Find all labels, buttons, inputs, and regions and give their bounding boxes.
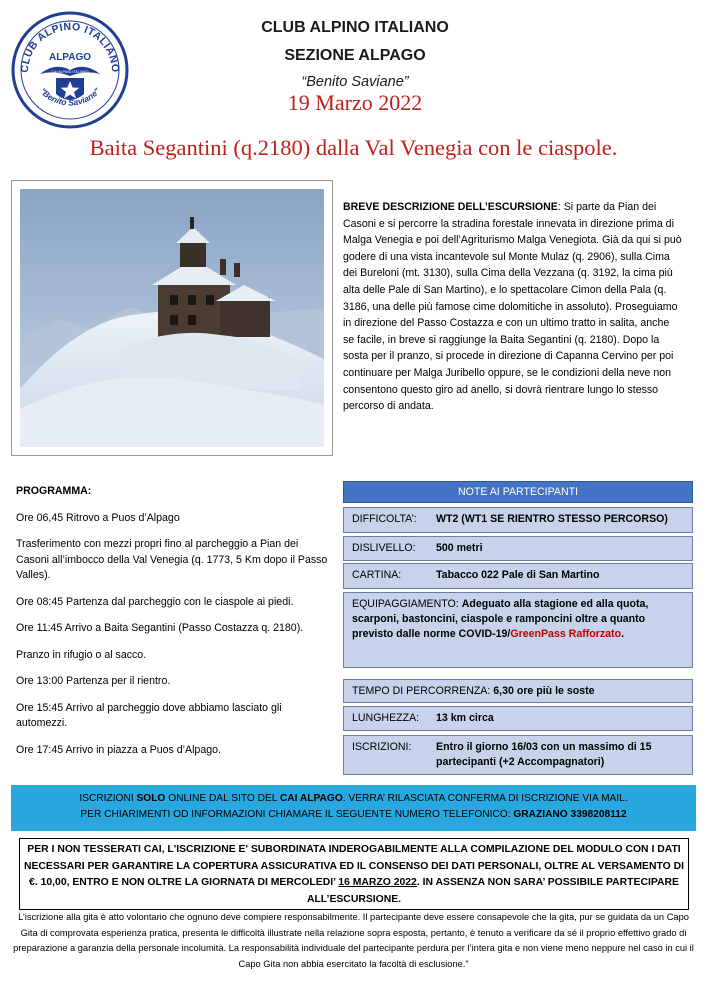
description [343, 199, 683, 415]
section-nickname: “Benito Saviane” [301, 74, 409, 90]
logo-inner-text: ALPAGO [48, 52, 92, 63]
notes-header: NOTE AI PARTECIPANTI [343, 481, 693, 503]
programma-title: PROGRAMMA: [16, 485, 92, 497]
registration-banner [11, 785, 696, 831]
note-value: 13 km circa [436, 712, 494, 724]
club-name: CLUB ALPINO ITALIANO [261, 19, 449, 36]
note-label: DIFFICOLTA’: [352, 513, 417, 525]
programma-item: Ore 17:45 Arrivo in piazza a Puos d’Alpago. [16, 743, 221, 756]
note-lunghezza [343, 706, 693, 731]
note-label: CARTINA: [352, 569, 402, 581]
phone-number: GRAZIANO 3398208112 [513, 809, 627, 820]
banner-bold: CAI ALPAGO [279, 793, 343, 804]
event-title: Baita Segantini (q.2180) dalla Val Venegia con le ciaspole. [89, 135, 618, 160]
greenpass-text: GreenPass Rafforzato [510, 628, 622, 640]
banner-text: PER CHIARIMENTI OD INFORMAZIONI CHIAMARE IL SEGUENTE NUMERO TELEFONICO: [80, 809, 514, 820]
programma-item: Ore 06,45 Ritrovo a Puos d’Alpago [16, 511, 180, 524]
note-label: LUNGHEZZA: [352, 712, 420, 724]
programma-item: Pranzo in rifugio o al sacco. [16, 648, 147, 661]
snowy-mountain-hut-photo-icon [20, 189, 324, 447]
banner-text: ONLINE DAL SITO DEL [165, 793, 280, 804]
programma [16, 484, 334, 769]
event-date: 19 Marzo 2022 [287, 90, 423, 115]
programma-item: Ore 15:45 Arrivo al parcheggio dove abbiamo lasciato gli automezzi. [16, 701, 282, 729]
cai-star-eagle-emblem-icon [10, 10, 130, 130]
section-name: SEZIONE ALPAGO [284, 47, 426, 64]
logo-top-text: CLUB ALPINO ITALIANO [18, 20, 122, 74]
note-value: WT2 (WT1 SE RIENTRO STESSO PERCORSO) [436, 513, 668, 525]
programma-item: Ore 11:45 Arrivo a Baita Segantini (Passo Costazza q. 2180). [16, 622, 304, 634]
programma-item: Trasferimento con mezzi propri fino al parcheggio a Pian dei Casoni all’imbocco della Val Venegia (q. 1773, 5 Km dopo il Passo Valles). [16, 538, 328, 581]
note-label: DISLIVELLO: [352, 542, 416, 554]
note-cartina [343, 563, 693, 589]
notice-deadline: 16 MARZO 2022 [338, 877, 417, 888]
note-value: 6,30 ore più le soste [493, 685, 595, 697]
note-tempo [343, 679, 693, 703]
description-lead: BREVE DESCRIZIONE DELL’ESCURSIONE [343, 201, 558, 213]
note-dislivello [343, 536, 693, 561]
programma-item: Ore 13:00 Partenza per il rientro. [16, 675, 171, 687]
notice-text: . IN ASSENZA NON SARA’ POSSIBILE PARTECIPARE ALL’ESCURSIONE. [306, 877, 679, 905]
notice-text: PER I NON TESSERATI CAI, L'ISCRIZIONE E' SUBORDINATA INDEROGABILMENTE ALLA COMPILAZIONE DEL MODULO CON I DATI NECESSARI PER GARANTIRE LA COPERTURA ASSICURATIVA ED IL CONSENSO DEI DATI PERSONALI, OLTRE AL VERSAMENTO DI €. 10,00, ENTRO E NON OLTRE LA GIORNATA DI MERCOLEDI’ [23, 844, 685, 888]
logo-mini-text: CAI ALPINO ITALIANO [51, 70, 89, 74]
note-value: Tabacco 022 Pale di San Martino [436, 569, 600, 581]
note-label: ISCRIZIONI: [352, 741, 412, 753]
note-equipaggiamento [343, 592, 693, 668]
note-label: TEMPO DI PERCORRENZA: [352, 685, 491, 697]
note-iscrizioni [343, 735, 693, 775]
note-difficolta [343, 507, 693, 533]
description-text: : Si parte da Pian dei Casoni e si percorre la stradina forestale innevata in direzione prima di Malga Venegia e poi dell’Agriturismo Malga Venegiota. Già da qui si può godere di una vista incantevole sul Monte Mulaz (q. 2906), sulla Cima dei Bureloni (mt. 3130), sulla Cima della Vezzana (q. 3192, la cima più alta delle Pale di San Martino), e lo spettacolare Cimon della Pala (q. 3186, una delle più famose cime dolomitiche in assoluto). Proseguiamo in direzione del Passo Costazza e con un ultimo tratto in salita, anche se facile, in breve si raggiunge la Baita Segantini (q. 2180). Dopo la sosta per il pranzo, si procede in direzione di Capanna Cervino per poi continuare per Malga Juribello oppure, se le condizioni della neve non consentono questo giro ad anello, si dovrà rientrare lungo lo stesso percorso di andata. [343, 201, 682, 413]
programma-item: Ore 08:45 Partenza dal parcheggio con le ciaspole ai piedi. [16, 595, 294, 608]
note-label: EQUIPAGGIAMENTO: [352, 598, 459, 610]
photo-frame [11, 180, 333, 456]
banner-text: . VERRA’ RILASCIATA CONFERMA DI ISCRIZIONE VIA MAIL. [342, 793, 628, 804]
logo-bottom-text: "Benito Saviane" [37, 85, 103, 108]
note-value: Adeguato alla stagione ed alla quota, scarponi, bastoncini, ciaspole e ramponcini oltre a quanto previsto dalle norme COVID-19/ [352, 598, 649, 640]
banner-text: ISCRIZIONI [79, 793, 137, 804]
note-value: 500 metri [436, 542, 483, 554]
disclaimer: L’iscrizione alla gita è atto volontario che ognuno deve compiere responsabilmente. Il partecipante deve essere consapevole che la gita, pur se guidata da un Capo Gita di comprovata esperienza pratica, presenta le difficoltà illustrate nella relazione sopra esposta, pertanto, è tenuto a verificare da sé il proprio effettivo grado di preparazione a garanzia della personale incolumità. La responsabilità individuale del partecipante perdura per l’intera gita e non viene meno neppure nel caso in cui il Capo Gita non abbia esercitato la facoltà di esclusione.” [13, 912, 694, 969]
note-value: Entro il giorno 16/03 con un massimo di 15 partecipanti (+2 Accompagnatori) [436, 741, 652, 768]
banner-bold: SOLO [136, 793, 166, 804]
non-member-notice [19, 838, 689, 910]
note-value-end: . [621, 628, 625, 640]
